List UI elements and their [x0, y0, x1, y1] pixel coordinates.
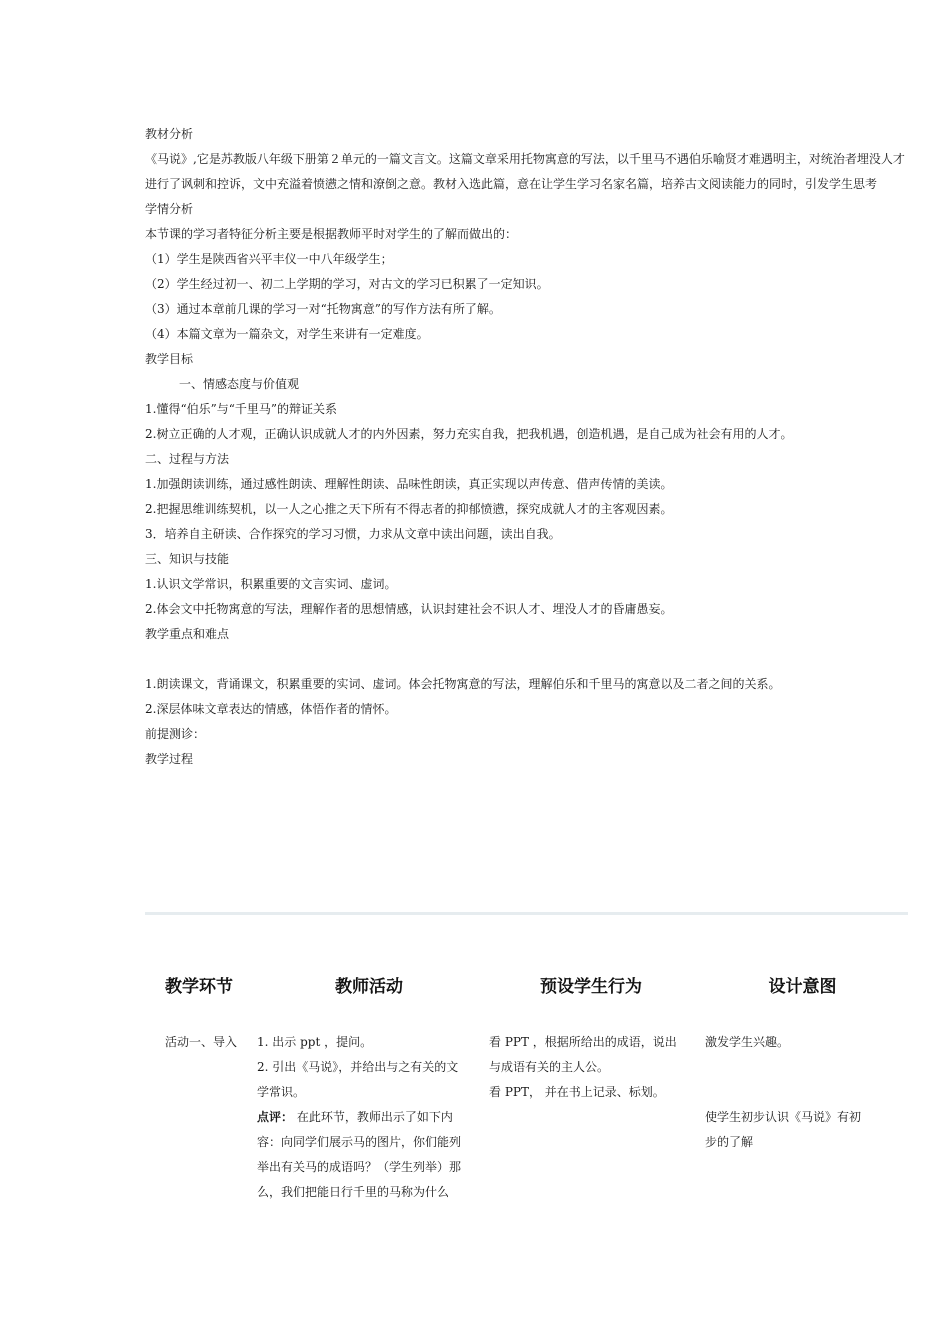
list-item: 2.体会文中托物寓意的写法，理解作者的思想情感，认识封建社会不识人才、埋没人才的昏庸愚妄。 [145, 602, 673, 616]
list-item: 3．培养自主研读、合作探究的学习习惯，力求从文章中读出问题，读出自我。 [145, 527, 561, 541]
header-stage: 教学环节 [165, 976, 233, 997]
list-item: 1.懂得“伯乐”与“千里马”的辩证关系 [145, 402, 337, 416]
teacher-step: 1. 出示 ppt ，提问。 [257, 1035, 373, 1049]
comment-line: 么，我们把能日行千里的马称为什么 [257, 1185, 450, 1199]
student-line: 看 PPT ，根据所给出的成语，说出 [489, 1035, 677, 1049]
intent-line: 激发学生兴趣。 [705, 1035, 790, 1049]
teacher-step: 学常识。 [257, 1085, 306, 1099]
student-line: 与成语有关的主人公。 [489, 1060, 610, 1074]
cell-student-behavior [485, 1030, 697, 1205]
heading-learner-analysis: 学情分析 [145, 202, 194, 216]
comment-line: 容：向同学们展示马的图片，你们能列 [257, 1135, 462, 1149]
teaching-process-table [145, 960, 908, 1199]
header-design-intent: 设计意图 [768, 976, 837, 997]
section-divider [145, 912, 908, 915]
blank-line [145, 647, 950, 672]
heading-key-points: 教学重点和难点 [145, 627, 230, 641]
table-header [145, 960, 908, 1008]
list-item: （1）学生是陕西省兴平丰仪一中八年级学生； [145, 252, 393, 266]
list-item: （2）学生经过初一、初二上学期的学习，对古文的学习已积累了一定知识。 [145, 277, 549, 291]
document-body [145, 122, 950, 772]
comment-text: 在此环节，教师出示了如下内 [293, 1110, 453, 1124]
table-row [145, 1030, 908, 1205]
teacher-step: 2. 引出《马说》，并给出与之有关的文 [257, 1060, 459, 1074]
stage-label: 活动一、导入 [165, 1035, 238, 1049]
paragraph-line: 《马说》,它是苏教版八年级下册第２单元的一篇文言文。这篇文章采用托物寓意的写法，以千里马不遇伯乐喻贤才难遇明主，对统治者埋没人才 [145, 152, 905, 166]
list-item: 2.把握思维训练契机，以一人之心推之天下所有不得志者的抑郁愤懑，探究成就人才的主客观因素。 [145, 502, 673, 516]
intent-line: 使学生初步认识《马说》有初 [705, 1110, 862, 1124]
paragraph-line: 本节课的学习者特征分析主要是根据教师平时对学生的了解而做出的： [145, 227, 518, 241]
list-item: 1.加强朗读训练，通过感性朗读、理解性朗读、品味性朗读，真正实现以声传意、借声传情的美读。 [145, 477, 673, 491]
cell-teacher-activity [253, 1030, 485, 1205]
comment-line: 举出有关马的成语吗？（学生列举）那 [257, 1160, 462, 1174]
heading-pretest: 前提测诊： [145, 727, 206, 741]
heading-material-analysis: 教材分析 [145, 127, 194, 141]
list-item: 1.朗读课文，背诵课文，积累重要的实词、虚词。体会托物寓意的写法，理解伯乐和千里马的寓意以及二者之间的关系。 [145, 677, 781, 691]
paragraph-line: 进行了讽刺和控诉，文中充溢着愤懑之情和潦倒之意。教材入选此篇，意在让学生学习名家名篇，培养古文阅读能力的同时，引发学生思考 [145, 177, 878, 191]
subheading-emotion: 一、情感态度与价值观 [179, 377, 300, 391]
header-student-behavior: 预设学生行为 [540, 976, 642, 997]
list-item: 1.认识文学常识，积累重要的文言实词、虚词。 [145, 577, 397, 591]
intent-line: 步的了解 [705, 1135, 754, 1149]
subheading-knowledge: 三、知识与技能 [145, 552, 230, 566]
comment-label: 点评： [257, 1110, 294, 1124]
heading-teaching-process: 教学过程 [145, 752, 194, 766]
cell-stage [145, 1030, 253, 1205]
heading-teaching-goals: 教学目标 [145, 352, 194, 366]
list-item: （3）通过本章前几课的学习一对“托物寓意”的写作方法有所了解。 [145, 302, 501, 316]
subheading-process: 二、过程与方法 [145, 452, 230, 466]
cell-design-intent [697, 1030, 908, 1205]
comment-line [257, 1105, 479, 1130]
list-item: （4）本篇文章为一篇杂文，对学生来讲有一定难度。 [145, 327, 429, 341]
student-line: 看 PPT， 并在书上记录、标划。 [489, 1085, 665, 1099]
header-teacher-activity: 教师活动 [335, 976, 403, 997]
list-item: 2.树立正确的人才观，正确认识成就人才的内外因素，努力充实自我，把我机遇，创造机遇，是自己成为社会有用的人才。 [145, 427, 793, 441]
spacer [705, 1055, 902, 1105]
list-item: 2.深层体味文章表达的情感，体悟作者的情怀。 [145, 702, 397, 716]
